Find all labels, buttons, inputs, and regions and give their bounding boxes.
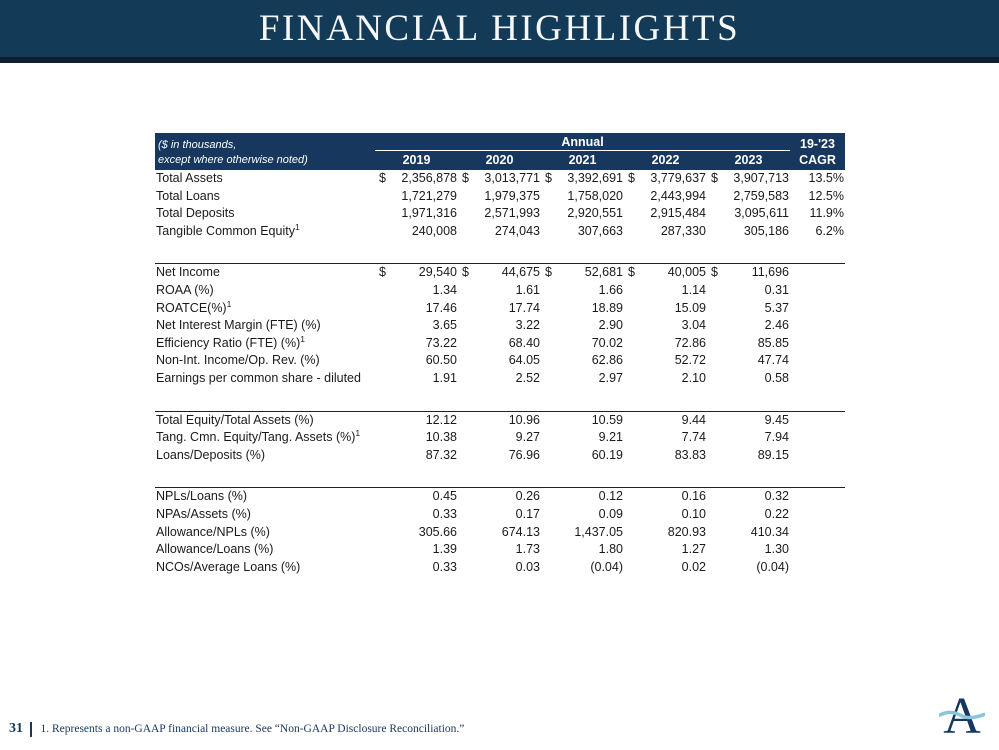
row-label: ROAA (%) [156, 282, 214, 297]
value-cell: 2.46 [764, 318, 789, 333]
table-section-3 [155, 411, 845, 465]
year-header-2021: 2021 [568, 153, 597, 167]
value-cell: 76.96 [508, 447, 540, 462]
value-cell: 0.31 [764, 282, 789, 297]
slide-title: FINANCIAL HIGHLIGHTS [258, 8, 741, 49]
cagr-cell: 12.5% [808, 188, 844, 203]
value-cell: 287,330 [660, 223, 706, 238]
table-header [155, 133, 845, 170]
cagr-cell [790, 300, 845, 318]
value-cell: (0.04) [756, 559, 789, 574]
value-cell: 240,008 [411, 223, 457, 238]
value-cell: 1.91 [432, 370, 457, 385]
value-cell: 12.12 [425, 412, 457, 427]
value-cell: 1.39 [432, 542, 457, 557]
row-label: NPLs/Loans (%) [156, 489, 248, 504]
title-banner [0, 0, 999, 63]
dollar-sign: $ [545, 265, 552, 280]
table-row [155, 317, 845, 335]
value-cell: 60.50 [425, 353, 457, 368]
value-cell: 0.12 [598, 489, 623, 504]
row-label: Net Income [156, 265, 220, 280]
cagr-cell [790, 412, 845, 430]
value-cell: 0.17 [515, 506, 540, 521]
row-label: Efficiency Ratio (FTE) (%)$^1$ [156, 333, 305, 350]
cagr-cell [790, 488, 845, 506]
cagr-cell [790, 264, 845, 282]
cagr-cell: 13.5% [808, 171, 844, 185]
dollar-sign: $ [545, 171, 552, 185]
row-label: Earnings per common share - diluted [156, 370, 361, 385]
value-cell: 72.86 [674, 335, 706, 350]
value-cell: 0.03 [515, 559, 540, 574]
value-cell: 2.90 [598, 318, 623, 333]
cagr-cell [790, 447, 845, 465]
value-cell: 89.15 [757, 447, 789, 462]
value-cell: 305,186 [743, 223, 789, 238]
company-logo [939, 688, 985, 740]
value-cell: 10.59 [591, 412, 623, 427]
row-label: Total Loans [156, 188, 220, 203]
value-cell: 2,443,994 [650, 188, 706, 203]
unit-note-line2: except where otherwise noted) [158, 154, 308, 166]
value-cell: $ 52,681 [541, 264, 624, 282]
value-cell: 83.83 [674, 447, 706, 462]
cagr-cell [790, 352, 845, 370]
value-cell: 1,758,020 [567, 188, 623, 203]
table-row [155, 429, 845, 447]
value-cell: 0.10 [681, 506, 706, 521]
value-cell: 820.93 [667, 524, 706, 539]
table-row [155, 264, 845, 282]
value-cell: 274,043 [494, 223, 540, 238]
value-cell: 1.66 [598, 282, 623, 297]
cagr-cell [790, 429, 845, 447]
row-label: NPAs/Assets (%) [156, 506, 251, 521]
row-label: Total Assets [156, 171, 223, 185]
table-section-4 [155, 487, 845, 576]
row-label: Tangible Common Equity$^1$ [156, 221, 300, 238]
value-cell: $ 3,907,713 [707, 170, 790, 188]
unit-note-line1: ($ in thousands, [158, 139, 237, 151]
value-cell: 1.27 [681, 542, 706, 557]
slide-footer [9, 721, 464, 737]
table-row [155, 170, 845, 188]
table-row [155, 524, 845, 542]
row-label: ROATCE(%)$^1$ [156, 298, 232, 315]
table-row [155, 412, 845, 430]
table-body [155, 170, 845, 576]
value-cell: 0.45 [432, 489, 457, 504]
table-row [155, 188, 845, 206]
table-row [155, 335, 845, 353]
logo-a-icon [939, 688, 985, 740]
value-cell: 17.74 [508, 300, 540, 315]
value-cell: 17.46 [425, 300, 457, 315]
year-header-2023: 2023 [734, 153, 763, 167]
table-header-row-1 [155, 134, 845, 151]
value-cell: 305.66 [418, 524, 457, 539]
value-cell: $ 29,540 [375, 264, 458, 282]
footnote-text: 1. Represents a non-GAAP financial measure. See “Non-GAAP Disclosure Reconciliation.” [40, 723, 465, 735]
row-label: Net Interest Margin (FTE) (%) [156, 318, 321, 333]
value-cell: 62.86 [591, 353, 623, 368]
value-cell: 2,915,484 [650, 206, 706, 221]
value-cell: 2.97 [598, 370, 623, 385]
table-section-2 [155, 263, 845, 387]
value-cell: 0.02 [681, 559, 706, 574]
logo-letter: A [943, 688, 981, 740]
value-cell: 64.05 [508, 353, 540, 368]
value-cell: 1,437.05 [574, 524, 623, 539]
annual-group-header: Annual [375, 135, 790, 151]
value-cell: $ 40,005 [624, 264, 707, 282]
value-cell: 1.61 [515, 282, 540, 297]
table-row [155, 205, 845, 223]
value-cell: 1,979,375 [484, 188, 540, 203]
value-cell: 7.94 [764, 430, 789, 445]
value-cell: 47.74 [757, 353, 789, 368]
value-cell: (0.04) [590, 559, 623, 574]
table-row [155, 282, 845, 300]
dollar-sign: $ [628, 265, 635, 280]
year-header-2022: 2022 [651, 153, 680, 167]
table-row [155, 223, 845, 241]
table-row [155, 541, 845, 559]
table-row [155, 506, 845, 524]
value-cell: 3,095,611 [734, 206, 789, 221]
table-row [155, 352, 845, 370]
row-label: NCOs/Average Loans (%) [156, 559, 301, 574]
value-cell: 0.26 [515, 489, 540, 504]
cagr-cell [790, 317, 845, 335]
cagr-cell [790, 282, 845, 300]
row-label: Non-Int. Income/Op. Rev. (%) [156, 353, 320, 368]
cagr-cell [790, 559, 845, 577]
value-cell: 0.09 [598, 506, 623, 521]
cagr-header-line2: CAGR [799, 153, 836, 167]
dollar-sign: $ [462, 265, 469, 280]
table-header-row-2 [155, 151, 845, 169]
value-cell: 1.34 [432, 282, 457, 297]
value-cell: 9.45 [764, 412, 789, 427]
value-cell: $ 3,013,771 [458, 170, 541, 188]
value-cell: 1.80 [598, 542, 623, 557]
cagr-cell: 6.2% [815, 223, 844, 238]
cagr-cell [790, 524, 845, 542]
row-label: Loans/Deposits (%) [156, 447, 266, 462]
row-label: Tang. Cmn. Equity/Tang. Assets (%)$^1$ [156, 427, 361, 445]
value-cell: 60.19 [591, 447, 623, 462]
value-cell: 73.22 [425, 335, 457, 350]
value-cell: 10.96 [508, 412, 540, 427]
table-row [155, 447, 845, 465]
cagr-cell [790, 541, 845, 559]
row-label: Allowance/NPLs (%) [156, 524, 270, 539]
value-cell: 3.22 [515, 318, 540, 333]
value-cell: 70.02 [591, 335, 623, 350]
financial-highlights-table [155, 133, 845, 576]
value-cell: 9.21 [598, 430, 623, 445]
dollar-sign: $ [711, 265, 718, 280]
value-cell: 87.32 [425, 447, 457, 462]
value-cell: $ 44,675 [458, 264, 541, 282]
cagr-cell [790, 335, 845, 353]
value-cell: 15.09 [674, 300, 706, 315]
value-cell: 307,663 [577, 223, 623, 238]
value-cell: 1,971,316 [401, 206, 457, 221]
value-cell: 2,759,583 [733, 188, 789, 203]
table-section-1 [155, 170, 845, 240]
value-cell: 1.30 [764, 542, 789, 557]
table-row [155, 370, 845, 388]
value-cell: 7.74 [681, 430, 706, 445]
value-cell: 0.58 [764, 370, 789, 385]
cagr-cell [790, 370, 845, 388]
value-cell: 1.73 [515, 542, 540, 557]
year-header-2019: 2019 [402, 153, 431, 167]
value-cell: 674.13 [501, 524, 540, 539]
value-cell: 2,571,993 [484, 206, 540, 221]
dollar-sign: $ [462, 171, 469, 185]
value-cell: 2.52 [515, 370, 540, 385]
value-cell: $ 3,392,691 [541, 170, 624, 188]
value-cell: 1,721,279 [401, 188, 457, 203]
value-cell: 1.14 [681, 282, 706, 297]
value-cell: 18.89 [591, 300, 623, 315]
value-cell: 3.65 [432, 318, 457, 333]
cagr-cell: 11.9% [809, 206, 844, 221]
dollar-sign: $ [379, 265, 386, 280]
value-cell: $ 2,356,878 [375, 170, 458, 188]
value-cell: 3.04 [681, 318, 706, 333]
table-row [155, 559, 845, 577]
value-cell: 10.38 [425, 430, 457, 445]
footer-divider [30, 722, 32, 737]
value-cell: 0.16 [681, 489, 706, 504]
value-cell: 0.22 [764, 506, 789, 521]
value-cell: 0.32 [764, 489, 789, 504]
value-cell: 85.85 [757, 335, 789, 350]
year-header-2020: 2020 [485, 153, 514, 167]
row-label: Total Equity/Total Assets (%) [156, 412, 314, 427]
row-label: Allowance/Loans (%) [156, 542, 274, 557]
page-number: 31 [9, 721, 23, 736]
value-cell: 68.40 [508, 335, 540, 350]
value-cell: 0.33 [432, 559, 457, 574]
table-row [155, 488, 845, 506]
value-cell: $ 3,779,637 [624, 170, 707, 188]
value-cell: 52.72 [674, 353, 706, 368]
value-cell: 5.37 [764, 300, 789, 315]
value-cell: $ 11,696 [707, 264, 790, 282]
dollar-sign: $ [711, 171, 718, 185]
value-cell: 410.34 [750, 524, 789, 539]
dollar-sign: $ [628, 171, 635, 185]
row-label: Total Deposits [156, 206, 235, 221]
value-cell: 0.33 [432, 506, 457, 521]
value-cell: 9.27 [515, 430, 540, 445]
table-row [155, 300, 845, 318]
value-cell: 9.44 [681, 412, 706, 427]
value-cell: 2,920,551 [567, 206, 623, 221]
dollar-sign: $ [379, 171, 386, 185]
cagr-cell [790, 506, 845, 524]
value-cell: 2.10 [681, 370, 706, 385]
cagr-header-line1: 19-'23 [800, 137, 835, 151]
